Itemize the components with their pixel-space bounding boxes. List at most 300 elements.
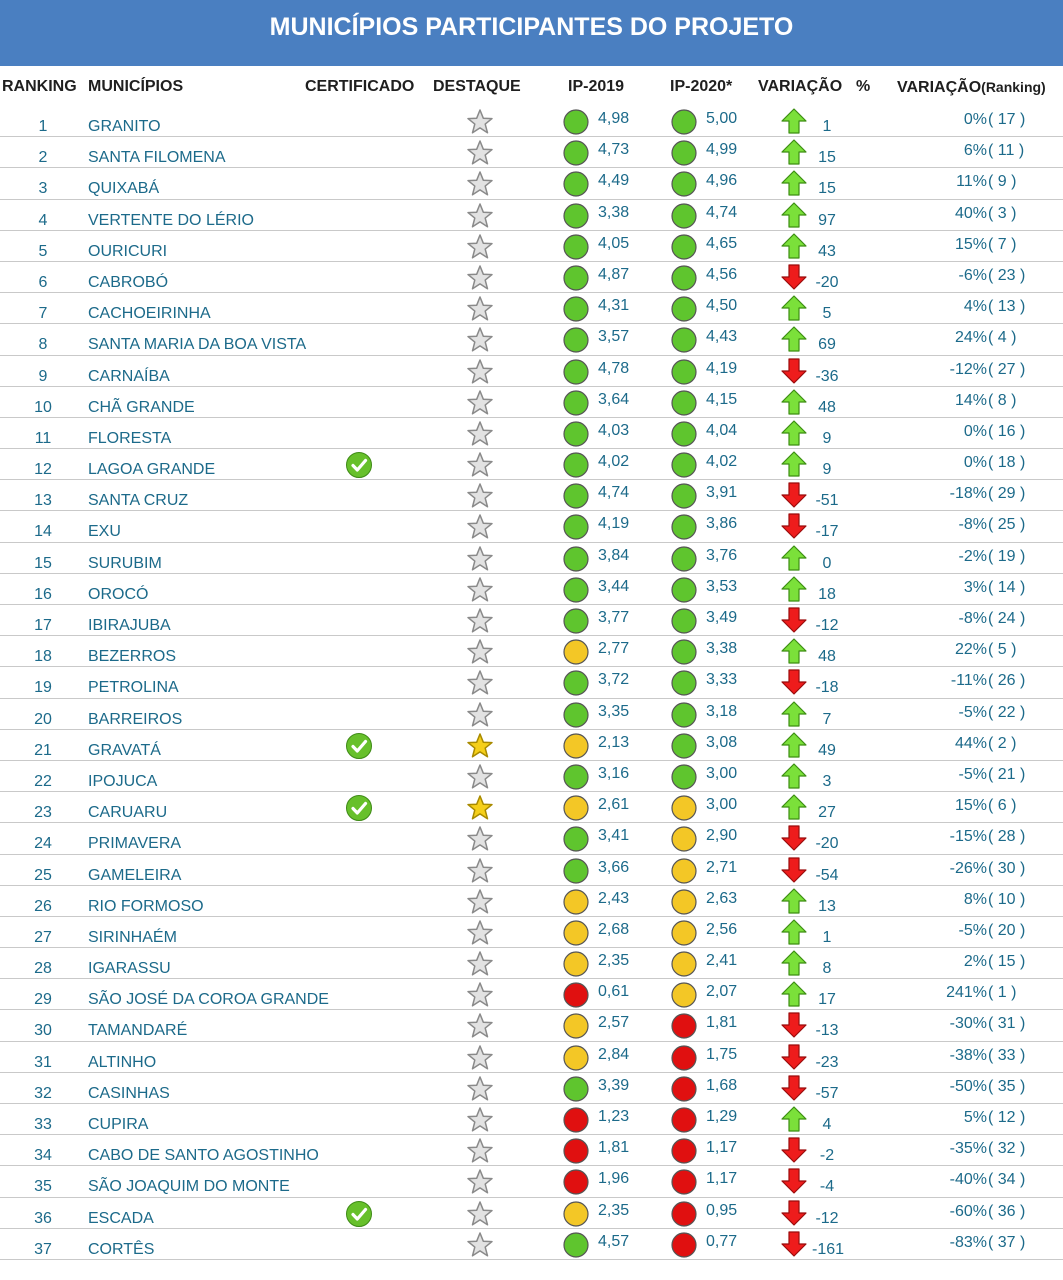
- variacao-value: -12: [815, 1209, 839, 1227]
- variacao-percent: -83%: [949, 1233, 987, 1251]
- arrow-up-icon: [781, 950, 807, 976]
- ip2019-indicator: [562, 638, 590, 666]
- arrow-down-icon: [781, 482, 807, 508]
- destaque-cell: [466, 264, 494, 292]
- ip2020-indicator: [670, 857, 698, 885]
- rank-cell: 3: [38, 180, 48, 198]
- green-dot-icon: [670, 451, 698, 479]
- table-row: [0, 761, 1063, 792]
- ip2020-indicator: [670, 389, 698, 417]
- municipio-name: IPOJUCA: [88, 772, 158, 790]
- rank-cell: 13: [34, 492, 52, 510]
- variacao-arrow: [781, 420, 807, 446]
- ip2019-value: 3,72: [598, 671, 630, 689]
- green-dot-icon: [670, 139, 698, 167]
- table-row: [0, 543, 1063, 574]
- ip2019-value: 4,03: [598, 421, 630, 439]
- table-row: [0, 1010, 1063, 1041]
- ip2019-value: 4,98: [598, 110, 630, 127]
- ip2020-value: 4,04: [706, 421, 738, 439]
- variacao-ranking: ( 19 ): [988, 547, 1026, 565]
- star-outline-icon: [466, 1044, 494, 1072]
- ip2019-indicator: [562, 950, 590, 978]
- variacao-value: 97: [818, 211, 836, 229]
- table-row: [0, 1104, 1063, 1135]
- arrow-down-icon: [781, 1231, 807, 1257]
- ip2020-value: 4,15: [706, 390, 738, 408]
- ip2019-indicator: [562, 1200, 590, 1228]
- variacao-arrow: [781, 607, 807, 633]
- destaque-cell: [466, 888, 494, 916]
- variacao-value: 8: [822, 960, 832, 978]
- ip2020-indicator: [670, 264, 698, 292]
- table-row: [0, 636, 1063, 667]
- table-row: [0, 262, 1063, 293]
- variacao-arrow: [781, 358, 807, 384]
- table-row: [0, 574, 1063, 605]
- arrow-up-icon: [781, 794, 807, 820]
- variacao-ranking: ( 3 ): [988, 204, 1017, 222]
- ip2019-value: 3,35: [598, 702, 630, 720]
- green-dot-icon: [562, 701, 590, 729]
- table-row: [0, 1073, 1063, 1104]
- rank-cell: 5: [38, 242, 48, 260]
- arrow-down-icon: [781, 857, 807, 883]
- green-dot-icon: [562, 389, 590, 417]
- variacao-value: 7: [822, 710, 832, 728]
- variacao-percent: 4%: [963, 298, 987, 316]
- yellow-dot-icon: [670, 888, 698, 916]
- destaque-cell: [466, 950, 494, 978]
- variacao-ranking: ( 13 ): [988, 298, 1026, 316]
- rank-cell: 16: [34, 585, 52, 603]
- variacao-ranking: ( 6 ): [988, 797, 1017, 815]
- ip2019-indicator: [562, 545, 590, 573]
- yellow-dot-icon: [562, 919, 590, 947]
- destaque-cell: [466, 202, 494, 230]
- star-outline-icon: [466, 1106, 494, 1134]
- table-row: [0, 106, 1063, 137]
- variacao-ranking: ( 15 ): [988, 953, 1026, 971]
- ip2020-indicator: [670, 732, 698, 760]
- green-dot-icon: [562, 233, 590, 261]
- rank-cell: 10: [34, 398, 52, 416]
- variacao-value: 3: [822, 772, 832, 790]
- ip2020-indicator: [670, 1044, 698, 1072]
- table-row: [0, 605, 1063, 636]
- header-municipios: MUNICÍPIOS: [88, 78, 184, 95]
- ip2019-indicator: [562, 420, 590, 448]
- municipio-name: SÃO JOAQUIM DO MONTE: [88, 1178, 290, 1196]
- header-certificado: CERTIFICADO: [305, 78, 415, 95]
- ip2019-indicator: [562, 1168, 590, 1196]
- ip2020-value: 3,00: [706, 764, 738, 782]
- ip2020-indicator: [670, 576, 698, 604]
- ip2020-indicator: [670, 638, 698, 666]
- arrow-up-icon: [781, 233, 807, 259]
- certificado-cell: [345, 794, 373, 822]
- municipio-name: EXU: [88, 523, 121, 541]
- green-dot-icon: [562, 108, 590, 136]
- destaque-cell: [466, 919, 494, 947]
- red-dot-icon: [670, 1200, 698, 1228]
- star-outline-icon: [466, 1137, 494, 1165]
- ip2019-indicator: [562, 888, 590, 916]
- green-dot-icon: [562, 513, 590, 541]
- green-dot-icon: [670, 545, 698, 573]
- municipio-name: CUPIRA: [88, 1116, 149, 1133]
- table-row: [0, 792, 1063, 823]
- ip2020-indicator: [670, 1012, 698, 1040]
- ip2020-value: 3,53: [706, 577, 738, 595]
- table-row: [0, 480, 1063, 511]
- ip2019-indicator: [562, 1137, 590, 1165]
- ip2020-value: 4,96: [706, 172, 738, 190]
- star-outline-icon: [466, 389, 494, 417]
- destaque-cell: [466, 1044, 494, 1072]
- municipio-name: RIO FORMOSO: [88, 897, 204, 915]
- variacao-percent: 0%: [963, 111, 987, 128]
- rank-cell: 28: [34, 960, 52, 978]
- green-dot-icon: [562, 825, 590, 853]
- municipio-name: GRANITO: [88, 118, 161, 135]
- municipio-name: IBIRAJUBA: [88, 617, 171, 634]
- variacao-value: 48: [818, 648, 836, 666]
- variacao-arrow: [781, 1075, 807, 1101]
- rank-cell: 26: [34, 897, 52, 915]
- ip2020-indicator: [670, 482, 698, 510]
- ip2020-value: 0,95: [706, 1201, 738, 1219]
- ip2020-indicator: [670, 451, 698, 479]
- variacao-value: -36: [815, 367, 839, 385]
- variacao-percent: 44%: [954, 734, 987, 752]
- ip2019-indicator: [562, 295, 590, 323]
- ip2020-indicator: [670, 233, 698, 261]
- variacao-arrow: [781, 1012, 807, 1038]
- variacao-percent: 2%: [963, 953, 987, 971]
- star-outline-icon: [466, 420, 494, 448]
- ip2019-value: 1,81: [598, 1139, 630, 1157]
- rank-cell: 6: [38, 273, 48, 291]
- ip2020-indicator: [670, 326, 698, 354]
- green-dot-icon: [670, 763, 698, 791]
- ip2020-indicator: [670, 919, 698, 947]
- table-row: [0, 1198, 1063, 1229]
- green-dot-icon: [670, 669, 698, 697]
- arrow-up-icon: [781, 1106, 807, 1132]
- arrow-up-icon: [781, 451, 807, 477]
- rank-cell: 11: [34, 429, 52, 447]
- table-row: [0, 667, 1063, 698]
- variacao-ranking: ( 20 ): [988, 921, 1026, 939]
- yellow-dot-icon: [562, 888, 590, 916]
- green-dot-icon: [670, 513, 698, 541]
- ip2020-indicator: [670, 888, 698, 916]
- variacao-ranking: ( 35 ): [988, 1077, 1026, 1095]
- destaque-cell: [466, 233, 494, 261]
- green-dot-icon: [562, 326, 590, 354]
- variacao-percent: 14%: [954, 391, 987, 409]
- star-outline-icon: [466, 576, 494, 604]
- rank-cell: 22: [34, 772, 52, 790]
- destaque-cell: [466, 1075, 494, 1103]
- star-outline-icon: [466, 763, 494, 791]
- ip2020-value: 4,43: [706, 328, 738, 346]
- ip2020-indicator: [670, 794, 698, 822]
- variacao-value: 27: [818, 804, 836, 822]
- municipio-name: BARREIROS: [88, 710, 183, 728]
- green-dot-icon: [670, 264, 698, 292]
- ip2019-indicator: [562, 389, 590, 417]
- rank-cell: 8: [38, 336, 48, 354]
- ip2019-indicator: [562, 1012, 590, 1040]
- ip2020-value: 4,50: [706, 297, 738, 315]
- arrow-down-icon: [781, 1044, 807, 1070]
- variacao-percent: 0%: [963, 454, 987, 472]
- ip2019-indicator: [562, 576, 590, 604]
- arrow-up-icon: [781, 919, 807, 945]
- variacao-ranking: ( 37 ): [988, 1233, 1026, 1251]
- ip2019-value: 4,19: [598, 515, 630, 533]
- ip2019-indicator: [562, 233, 590, 261]
- rank-cell: 9: [38, 367, 48, 385]
- municipio-name: CASINHAS: [88, 1084, 170, 1102]
- variacao-value: -57: [815, 1084, 839, 1102]
- header-variacao: VARIAÇÃO: [758, 78, 843, 95]
- green-dot-icon: [562, 669, 590, 697]
- destaque-cell: [466, 326, 494, 354]
- ip2020-value: 5,00: [706, 110, 738, 127]
- variacao-arrow: [781, 1231, 807, 1257]
- variacao-arrow: [781, 389, 807, 415]
- ip2020-value: 3,91: [706, 484, 738, 502]
- variacao-ranking: ( 4 ): [988, 329, 1017, 347]
- ip2019-indicator: [562, 763, 590, 791]
- municipio-name: GAMELEIRA: [88, 866, 182, 884]
- ip2019-value: 4,73: [598, 141, 630, 159]
- municipio-name: SANTA CRUZ: [88, 492, 189, 510]
- municipio-name: CACHOEIRINHA: [88, 305, 211, 323]
- ip2020-value: 3,18: [706, 702, 738, 720]
- variacao-ranking: ( 2 ): [988, 734, 1017, 752]
- ip2020-indicator: [670, 1168, 698, 1196]
- variacao-arrow: [781, 108, 807, 134]
- variacao-ranking: ( 36 ): [988, 1202, 1026, 1220]
- variacao-ranking: ( 30 ): [988, 859, 1026, 877]
- table-row: [0, 917, 1063, 948]
- ip2019-indicator: [562, 139, 590, 167]
- arrow-down-icon: [781, 1168, 807, 1194]
- destaque-cell: [466, 420, 494, 448]
- ip2020-value: 2,71: [706, 858, 738, 876]
- destaque-cell: [466, 295, 494, 323]
- variacao-percent: -6%: [958, 266, 987, 284]
- ip2019-indicator: [562, 451, 590, 479]
- red-dot-icon: [670, 1137, 698, 1165]
- ip2020-indicator: [670, 1106, 698, 1134]
- destaque-cell: [466, 607, 494, 635]
- table-row: [0, 293, 1063, 324]
- ip2020-value: 1,17: [706, 1170, 738, 1188]
- variacao-arrow: [781, 763, 807, 789]
- variacao-arrow: [781, 170, 807, 196]
- variacao-value: 1: [822, 928, 832, 946]
- destaque-cell: [466, 701, 494, 729]
- variacao-percent: -5%: [958, 703, 987, 721]
- destaque-cell: [466, 1137, 494, 1165]
- variacao-ranking: ( 29 ): [988, 485, 1026, 503]
- ip2019-value: 3,57: [598, 328, 630, 346]
- yellow-dot-icon: [670, 981, 698, 1009]
- star-outline-icon: [466, 669, 494, 697]
- destaque-cell: [466, 638, 494, 666]
- header-ip2020: IP-2020*: [670, 78, 733, 95]
- variacao-value: 9: [822, 461, 832, 479]
- arrow-up-icon: [781, 576, 807, 602]
- table-row: [0, 200, 1063, 231]
- destaque-cell: [466, 358, 494, 386]
- green-dot-icon: [670, 295, 698, 323]
- ip2020-indicator: [670, 513, 698, 541]
- rank-cell: 19: [34, 679, 52, 697]
- green-dot-icon: [670, 701, 698, 729]
- ip2019-value: 2,13: [598, 733, 630, 751]
- table-row: [0, 324, 1063, 355]
- ip2019-indicator: [562, 981, 590, 1009]
- ip2019-value: 4,78: [598, 359, 630, 377]
- ip2019-indicator: [562, 358, 590, 386]
- ip2019-value: 4,57: [598, 1232, 630, 1250]
- ip2019-value: 4,02: [598, 453, 630, 471]
- variacao-arrow: [781, 451, 807, 477]
- arrow-down-icon: [781, 358, 807, 384]
- municipio-name: CHÃ GRANDE: [88, 398, 195, 416]
- municipio-name: IGARASSU: [88, 960, 171, 978]
- green-dot-icon: [670, 482, 698, 510]
- table-row: [0, 1042, 1063, 1073]
- variacao-ranking: ( 10 ): [988, 890, 1026, 908]
- ip2020-value: 4,19: [706, 359, 738, 377]
- ip2020-indicator: [670, 669, 698, 697]
- destaque-cell: [466, 1231, 494, 1259]
- municipio-name: CABO DE SANTO AGOSTINHO: [88, 1147, 319, 1165]
- star-outline-icon: [466, 326, 494, 354]
- variacao-ranking: ( 12 ): [988, 1109, 1026, 1126]
- red-dot-icon: [562, 1168, 590, 1196]
- ip2019-value: 2,68: [598, 920, 630, 938]
- header-percent: %: [856, 78, 871, 95]
- yellow-dot-icon: [562, 1012, 590, 1040]
- ip2019-indicator: [562, 1231, 590, 1259]
- rank-cell: 27: [34, 928, 52, 946]
- municipio-name: CABROBÓ: [88, 273, 169, 291]
- destaque-cell: [466, 108, 494, 136]
- rank-cell: 12: [34, 461, 52, 479]
- rank-cell: 35: [34, 1178, 52, 1196]
- variacao-value: 4: [822, 1116, 832, 1133]
- arrow-up-icon: [781, 888, 807, 914]
- variacao-percent: -8%: [958, 610, 987, 627]
- variacao-value: -20: [815, 273, 839, 291]
- table-row: [0, 231, 1063, 262]
- yellow-dot-icon: [670, 857, 698, 885]
- star-outline-icon: [466, 1075, 494, 1103]
- arrow-up-icon: [781, 732, 807, 758]
- header-variacao-ranking: [897, 76, 1046, 98]
- star-outline-icon: [466, 950, 494, 978]
- variacao-ranking: ( 8 ): [988, 391, 1017, 409]
- arrow-up-icon: [781, 545, 807, 571]
- check-circle-icon: [345, 732, 373, 760]
- variacao-arrow: [781, 1200, 807, 1226]
- variacao-value: -18: [815, 679, 839, 697]
- variacao-arrow: [781, 295, 807, 321]
- municipio-name: LAGOA GRANDE: [88, 461, 216, 479]
- ip2020-value: 3,33: [706, 671, 738, 689]
- variacao-ranking: ( 31 ): [988, 1015, 1026, 1033]
- variacao-percent: -2%: [958, 547, 987, 565]
- variacao-ranking: ( 27 ): [988, 360, 1026, 378]
- ranking-table: [0, 106, 1063, 1260]
- destaque-cell: [466, 139, 494, 167]
- table-row: [0, 979, 1063, 1010]
- yellow-dot-icon: [670, 919, 698, 947]
- arrow-down-icon: [781, 264, 807, 290]
- variacao-value: -20: [815, 835, 839, 853]
- variacao-percent: 15%: [954, 235, 987, 253]
- variacao-ranking: ( 14 ): [988, 578, 1026, 596]
- table-row: [0, 449, 1063, 480]
- ip2019-indicator: [562, 919, 590, 947]
- green-dot-icon: [562, 451, 590, 479]
- variacao-value: 15: [818, 149, 836, 167]
- variacao-value: 9: [822, 429, 832, 447]
- variacao-value: -161: [812, 1240, 845, 1258]
- rank-cell: 29: [34, 991, 52, 1009]
- ip2020-value: 2,56: [706, 920, 738, 938]
- destaque-cell: [466, 1168, 494, 1196]
- green-dot-icon: [562, 607, 590, 635]
- ip2019-value: 0,61: [598, 983, 630, 1001]
- red-dot-icon: [670, 1106, 698, 1134]
- ip2020-indicator: [670, 1075, 698, 1103]
- star-outline-icon: [466, 888, 494, 916]
- certificado-cell: [345, 1200, 373, 1228]
- green-dot-icon: [670, 108, 698, 136]
- variacao-ranking: ( 24 ): [988, 610, 1026, 627]
- variacao-arrow: [781, 888, 807, 914]
- variacao-percent: 40%: [954, 204, 987, 222]
- variacao-percent: 22%: [954, 641, 987, 659]
- star-outline-icon: [466, 857, 494, 885]
- yellow-dot-icon: [562, 1200, 590, 1228]
- variacao-percent: -30%: [949, 1015, 987, 1033]
- variacao-ranking: ( 7 ): [988, 235, 1017, 253]
- rank-cell: 17: [34, 617, 52, 634]
- ip2019-value: 4,87: [598, 265, 630, 283]
- ip2020-value: 2,07: [706, 983, 738, 1001]
- table-row: [0, 387, 1063, 418]
- ip2019-indicator: [562, 202, 590, 230]
- ip2020-indicator: [670, 295, 698, 323]
- green-dot-icon: [670, 576, 698, 604]
- ip2019-value: 4,05: [598, 234, 630, 252]
- star-outline-icon: [466, 545, 494, 573]
- green-dot-icon: [670, 732, 698, 760]
- destaque-cell: [466, 732, 494, 760]
- variacao-arrow: [781, 732, 807, 758]
- rank-cell: 23: [34, 804, 52, 822]
